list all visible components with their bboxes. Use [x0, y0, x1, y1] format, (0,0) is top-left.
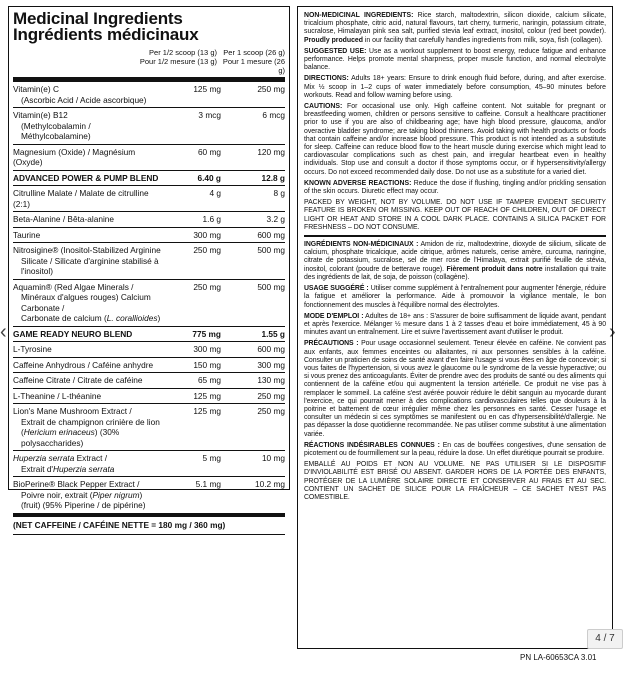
title-fr: Ingrédients médicinaux: [13, 25, 199, 44]
ingredient-latin-name: Huperzia serrata: [53, 463, 115, 474]
ingredient-sub-text: ) (30% polysaccharides): [21, 427, 120, 448]
section-label: USAGE SUGGÉRÉ :: [304, 285, 369, 293]
ingredient-row: [13, 82, 285, 108]
amount-half-scoop: 775 mg: [192, 328, 221, 339]
ingredient-name: [13, 360, 161, 371]
amount-half-scoop: 65 mg: [197, 375, 221, 385]
medicinal-ingredients-panel: [8, 6, 290, 530]
section-text: EMBALLÉ AU POIDS ET NON AU VOLUME. NE PAS UTILISER SI LE DISPOSITIF D'INVIOLABILITÉ EST BRISÉ OU ABSENT. GARDER HORS DE LA PORTÉE DES ENFANTS, PROTÉGER DE LA LUMIÈRE SOLAIRE DIRECTE ET CONSERVER AU FRAIS ET AU SEC. CONTIENT UN SACHET DE SILICE POUR LA FRAÎCHEUR – CE SACHET N'EST PAS COMESTIBLE.: [304, 461, 606, 501]
ingredient-sub-text: Carbonate de calcium (: [21, 313, 107, 323]
net-caffeine: (NET CAFFEINE / CAFÉINE NETTE = 180 mg / 360 mg): [13, 514, 285, 535]
amount-full-scoop: 600 mg: [257, 229, 285, 240]
ingredient-name: [13, 375, 161, 386]
ingredient-name: [13, 406, 161, 448]
ingredient-name: [13, 391, 161, 402]
ingredient-name: [13, 188, 161, 209]
ingredient-row: [13, 186, 285, 212]
ingredient-name-line: BioPerine® Black Pepper Extract /: [13, 479, 140, 489]
amount-full-scoop: 300 mg: [257, 359, 285, 370]
ingredient-row: [13, 327, 285, 343]
amount-half-scoop: 1.6 g: [202, 214, 221, 224]
amount-half-scoop: 125 mg: [193, 406, 221, 416]
ingredient-latin-name: Piper nigrum: [92, 489, 140, 500]
ingredient-name-line: Citrulline Malate / Malate de citrulline (2:1): [13, 188, 149, 209]
amount-full-scoop: 10.2 mg: [255, 479, 285, 489]
ingredient-rows: [13, 82, 285, 514]
amount-half-scoop: 125 mg: [193, 390, 221, 401]
info-paragraph: [304, 180, 606, 196]
info-paragraph: [304, 75, 606, 100]
info-paragraph: [304, 285, 606, 310]
ingredient-latin-name: Hericium erinaceus: [23, 427, 95, 437]
amount-full-scoop: 6 mcg: [262, 110, 285, 120]
ingredient-sub-text: Poivre noir, extrait (: [21, 489, 93, 500]
ingredient-subline: Minéraux d'algues rouges) Calcium Carbonate /: [21, 292, 151, 313]
ingredient-row: [13, 228, 285, 244]
ingredient-name-line: GAME READY NEURO BLEND: [13, 328, 133, 339]
ingredient-subline: [13, 464, 161, 475]
amount-half-scoop: 3 mcg: [198, 110, 221, 120]
next-page-icon[interactable]: ›: [609, 321, 616, 343]
ingredient-row: [13, 477, 285, 514]
section-label: CAUTIONS:: [304, 103, 343, 111]
amount-full-scoop: 3.2 g: [266, 214, 285, 224]
section-text: Amidon de riz, maltodextrine, dioxyde de silicium, silicate de calcium, phosphate tricalcique, acide citrique, arômes naturels, cerise amère, curcuma, naringine, citrate de potassium, sucralose, sel de mer rose de l'Himalaya, extrait purifié feuille de stévia, inositol, colorant (poudre de betterave rouge).: [304, 241, 606, 273]
amount-half-scoop: 5 mg: [202, 453, 221, 463]
section-label: PRÉCAUTIONS :: [304, 340, 359, 348]
page-indicator: 4 / 7: [587, 629, 623, 649]
amount-full-scoop: 130 mg: [257, 375, 285, 385]
info-paragraph: [304, 340, 606, 438]
ingredient-name-line: Caffeine Citrate / Citrate de caféine: [13, 375, 143, 385]
section-label: SUGGESTED USE:: [304, 47, 367, 55]
ingredient-name-line: Vitamin(e) C: [13, 84, 59, 94]
serving-half-fr: Pour 1/2 mesure (13 g): [139, 57, 217, 66]
ingredient-row: [13, 451, 285, 477]
section-label: INGRÉDIENTS NON-MÉDICINAUX :: [304, 241, 419, 249]
info-paragraph: [304, 199, 606, 232]
ingredient-subline: (Methylcobalamin / Méthylcobalamine): [21, 120, 91, 141]
section-text: PACKED BY WEIGHT, NOT BY VOLUME. DO NOT USE IF TAMPER EVIDENT SECURITY FEATURE IS BROKEN OR MISSING. KEEP OUT OF REACH OF CHILDREN, OUT OF DIRECT LIGHT OR HEAT AND STORE IN A COOL DARK PLACE. CONTAINS A SILICA PACKET FOR FRESHNESS – DO NOT CONSUME.: [304, 199, 606, 231]
ingredient-name: [13, 245, 161, 277]
ingredient-name: [13, 344, 161, 355]
ingredient-subline: [13, 490, 161, 511]
ingredient-name-line: Caffeine Anhydrous / Caféine anhydre: [13, 359, 154, 370]
amount-full-scoop: 120 mg: [257, 146, 285, 157]
info-paragraph: [304, 442, 606, 458]
ingredient-subline: [13, 313, 161, 324]
ingredient-row: [13, 108, 285, 145]
ingredient-subline: Silicate / Silicate d'arginine stabilisé à l'inositol): [21, 255, 159, 276]
ingredient-name-line: [13, 453, 161, 464]
ingredient-subline: Extrait de champignon crinière de lion: [21, 416, 160, 427]
section-label: Fièrement produit dans notre: [446, 265, 543, 273]
amount-full-scoop: 500 mg: [257, 281, 285, 292]
serving-full-en: Per 1 scoop (26 g): [223, 48, 285, 57]
info-english: [304, 12, 606, 232]
ingredient-name-text: Extract /: [74, 453, 108, 463]
amount-half-scoop: 250 mg: [193, 281, 221, 292]
ingredient-name-line: Vitamin(e) B12: [13, 110, 68, 120]
section-label: DIRECTIONS:: [304, 75, 349, 83]
ingredient-name: [13, 230, 161, 241]
ingredient-name-line: Aquamin® (Red Algae Minerals /: [13, 281, 134, 292]
ingredient-row: [13, 212, 285, 228]
section-text: Pour usage occasionnel seulement. Teneur élevée en caféine. Ne convient pas aux enfants, aux femmes enceintes ou allaitantes, ni aux personnes sensibles à la caféine. Consulter un praticien de soins de santé avant d'en faire l'usage si vous êtes en âge de concevoir; si vous faites de l'hypertension, si vous avez le glaucome ou le syndrome de la vessie hyperactive; ou si vous prenez des anticoagulants. Éviter de prendre avec des produits de santé ou des aliments qui contiennent de la caféine et/ou qui augmentent la tension artérielle. Ce produit ne vise pas à remplacer le sommeil. La caféine s'est avérée pouvoir réduire le débit sanguin au myocarde durant l'exercice, ce qui pourrait mener à des complications cardiovasculaires telles que douleurs à la poitrine et battement de cœur irrégulier même chez les personnes en santé. Cesser l'usage et consulter un médecin si ces symptômes se manifestent ou en cas d'hypersensibilité/d'allergie. Ne pas dépasser la dose quotidienne recommandée. Ne pas utiliser comme substitut à une alimentation variée.: [304, 340, 607, 438]
ingredient-latin-name: Huperzia serrata: [13, 453, 75, 463]
serving-header: [13, 48, 285, 82]
serving-full-fr: Pour 1 mesure (26 g): [222, 57, 285, 75]
ingredient-name-line: Lion's Mane Mushroom Extract /: [13, 406, 132, 416]
info-paragraph: [304, 12, 606, 45]
amount-full-scoop: 8 g: [273, 188, 285, 198]
amount-full-scoop: 600 mg: [257, 344, 285, 354]
serving-full-scoop: [221, 48, 285, 75]
section-label: RÉACTIONS INDÉSIRABLES CONNUES :: [304, 441, 440, 449]
section-label: KNOWN ADVERSE REACTIONS:: [304, 179, 412, 187]
ingredient-name-line: Magnesium (Oxide) / Magnésium (Oxyde): [13, 146, 136, 167]
ingredient-row: [13, 280, 285, 327]
info-paragraph: [304, 241, 606, 282]
ingredient-name: [13, 479, 161, 511]
section-label: NON-MEDICINAL INGREDIENTS:: [304, 12, 414, 19]
section-text: Use as a workout supplement to boost energy, reduce fatigue and enhance performance. Helps promote mental sharpness, proper muscle function, and normal electrolyte balance.: [304, 47, 606, 72]
previous-page-icon[interactable]: ‹: [0, 321, 7, 343]
language-divider: [304, 235, 606, 237]
info-paragraph: [304, 103, 606, 177]
section-text: Adultes de 18+ ans : S'assurer de boire suffisamment de liquide avant, pendant et après l'exercice. Mélanger ½ mesure dans 1 à 2 tasses d'eau et boire immédiatement, 45 à 90 minutes avant un entraînement. Lire et suivre l'avertissement avant d'utiliser le produit.: [304, 312, 606, 337]
amount-half-scoop: 250 mg: [193, 245, 221, 255]
section-text: For occasional use only. High caffeine content. Not suitable for pregnant or breastfeeding women, children or persons sensitive to caffeine. Consult a healthcare practitioner prior to use if you are also of childbearing age; have high blood pressure, glaucoma, and/or overactive bladder syndrome; are taking blood thinners. Avoid taking with health products or foods that contain caffeine and/or increase blood pressure. This product is not intended as a substitute for sleep. Caffeine can reduce blood flow to the heart muscle during exercise which might lead to cardiovascular complications such as chest pain, and irregular heartbeat even in healthy individuals. Stop use and consult a doctor if those symptoms occur, or if hypersensitivity/allergy occurs. Do not exceed recommended daily dose. Do not use as a substitute for a varied diet.: [304, 103, 606, 176]
info-paragraph: [304, 48, 606, 73]
ingredient-sub-text: (: [21, 427, 24, 437]
ingredient-row: [13, 389, 285, 405]
amount-half-scoop: 4 g: [209, 188, 221, 198]
amount-full-scoop: 10 mg: [261, 453, 285, 463]
ingredient-name-line: ADVANCED POWER & PUMP BLEND: [13, 172, 159, 183]
amount-full-scoop: 250 mg: [257, 390, 285, 401]
info-paragraph: [304, 461, 606, 502]
section-text: in our facility that carefully handles ingredients from milk, soya, fish (collagen).: [362, 36, 603, 44]
amount-half-scoop: 300 mg: [193, 229, 221, 240]
ingredient-name-line: Taurine: [13, 229, 41, 240]
amount-half-scoop: 60 mg: [197, 146, 221, 157]
section-text: Utiliser comme supplément à l'entraînement pour augmenter l'énergie, réduire la fatigue et améliorer la performance. Aide à promouvoir la vigilance mentale, le bon fonctionnement des muscles à l'équilibre normal des électrolytes.: [304, 285, 606, 309]
ingredient-name: [13, 282, 161, 324]
ingredient-row: [13, 145, 285, 171]
ingredient-name: [13, 453, 161, 474]
ingredient-name-line: Beta-Alanine / Bêta-alanine: [13, 214, 115, 224]
amount-half-scoop: 300 mg: [193, 344, 221, 354]
amount-full-scoop: 250 mg: [257, 84, 285, 94]
product-info-panel: [297, 6, 613, 649]
info-french: [304, 241, 606, 502]
amount-full-scoop: 12.8 g: [261, 172, 285, 183]
ingredient-row: [13, 358, 285, 374]
amount-half-scoop: 5.1 mg: [195, 479, 221, 489]
ingredient-name-line: L-Theanine / L-théanine: [13, 390, 102, 401]
ingredient-name-line: Nitrosigine® (Inositol-Stabilized Arginine: [13, 245, 161, 255]
section-label: MODE D'EMPLOI :: [304, 312, 364, 320]
serving-half-scoop: [121, 48, 221, 75]
ingredient-latin-name: L. corallioides: [106, 313, 158, 323]
ingredient-sub-text: )(fruit) (95% Piperine / de pipérine): [21, 489, 146, 510]
section-label: Proudly produced: [304, 36, 363, 44]
amount-full-scoop: 250 mg: [257, 406, 285, 416]
ingredient-row: [13, 373, 285, 389]
ingredient-row: [13, 243, 285, 280]
ingredient-name: [13, 110, 161, 142]
amount-half-scoop: 150 mg: [193, 359, 221, 370]
amount-full-scoop: 500 mg: [257, 245, 285, 255]
ingredient-name: [13, 147, 161, 168]
section-text: Reduce the dose if flushing, tingling and/or prickling sensation of the skin occurs. Diuretic effect may occur.: [304, 179, 606, 196]
ingredient-name: [13, 214, 161, 225]
title-en: Medicinal Ingredients: [13, 9, 183, 28]
ingredient-name-line: L-Tyrosine: [13, 344, 52, 354]
serving-half-en: Per 1/2 scoop (13 g): [149, 48, 217, 57]
ingredient-subline: [13, 427, 161, 448]
part-number: PN LA-60653CA 3.01: [520, 653, 597, 662]
ingredient-subline: (Ascorbic Acid / Acide ascorbique): [21, 94, 147, 105]
ingredient-sub-text: Extrait d': [21, 463, 54, 474]
section-text: Rice starch, maltodextrin, silicon dioxide, calcium silicate, tricalcium phosphate, citric acid, natural flavours, tart cherry, turmeric, naringin, potassium citrate, sucralose, Himalayan pink sea salt, purified stevia leaf extract, inositol, colour (red beet powder).: [304, 12, 606, 36]
ingredient-sub-text: ): [157, 313, 161, 323]
section-text: En cas de bouffées congestives, d'une sensation de picotement ou de fourmillement sur la peau, réduire la dose. Un effet diurétique pourrait se produire.: [304, 441, 606, 457]
section-text: installation qui traite des ingrédients de lait, de soja, de poisson (collagène).: [304, 265, 606, 281]
ingredient-name: [13, 84, 161, 105]
section-text: Adults 18+ years: Ensure to drink enough fluid before, during, and after exercise. Mix ½ scoop in 1–2 cups of water immediately before consumption, 45–90 minutes before workouts. Read and follow warning before using.: [304, 75, 606, 99]
ingredient-name: [13, 329, 161, 340]
amount-half-scoop: 125 mg: [193, 84, 221, 94]
ingredient-row: [13, 342, 285, 358]
ingredient-name: [13, 173, 161, 184]
info-paragraph: [304, 313, 606, 338]
amount-full-scoop: 1.55 g: [261, 328, 285, 339]
ingredient-row: [13, 171, 285, 187]
amount-half-scoop: 6.40 g: [197, 172, 221, 183]
ingredient-row: [13, 404, 285, 451]
